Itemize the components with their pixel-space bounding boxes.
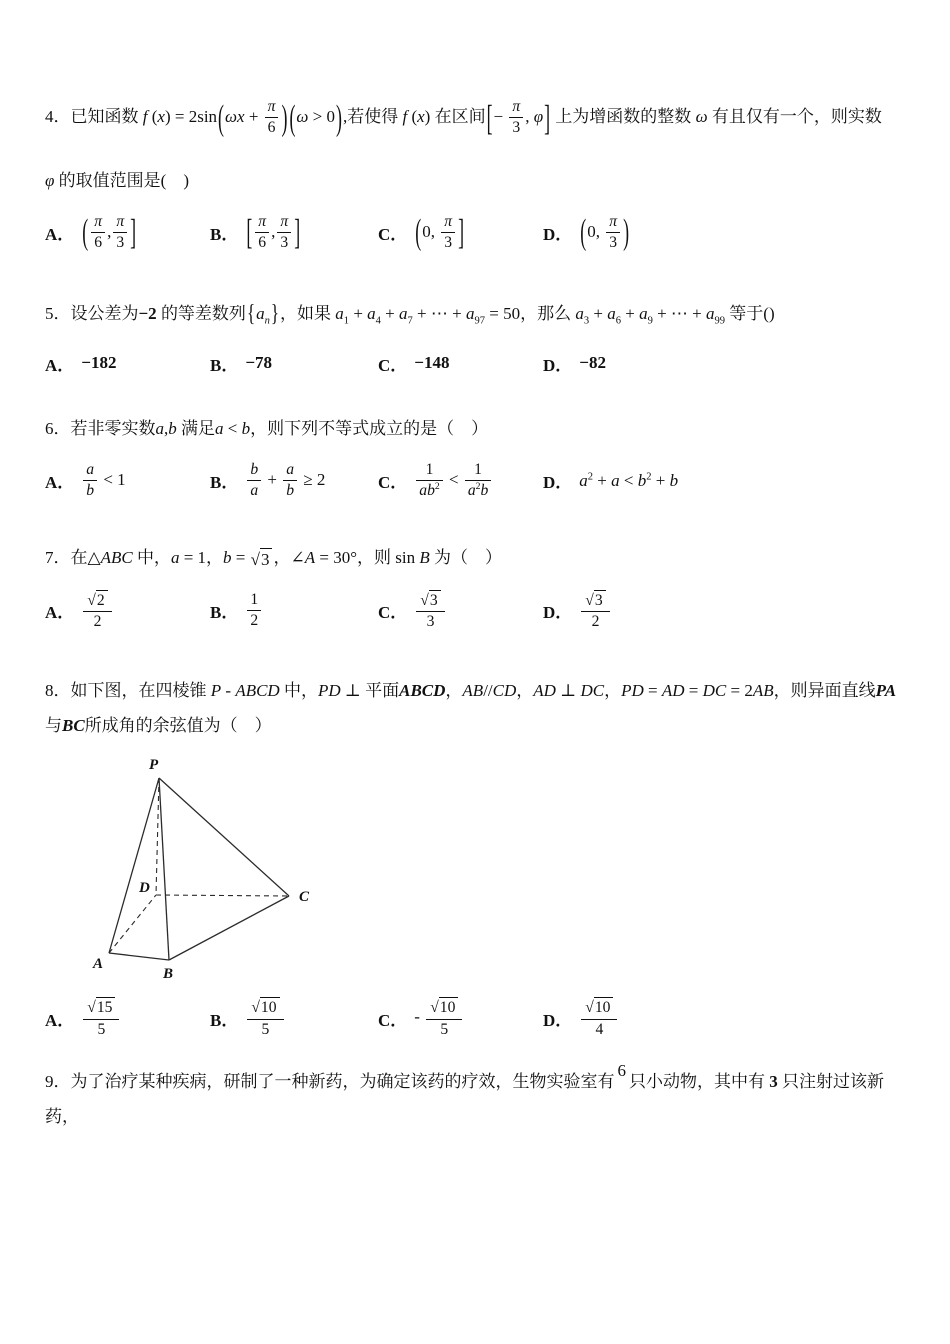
option-value: $\frac{1}{ab^2}$ < $\frac{1}{a^2b}$ — [414, 461, 493, 501]
option-label: D． — [543, 1010, 573, 1030]
option-label: D． — [543, 355, 573, 375]
option-label: A． — [45, 603, 75, 623]
question-4-options — [45, 213, 910, 253]
edge-PD-hidden — [156, 778, 159, 895]
question-7-option-b — [210, 591, 378, 631]
option-value: $\frac{b}{a}$ + $\frac{a}{b}$ ≥ 2 — [245, 461, 325, 501]
question-5 — [45, 297, 910, 381]
option-value: −82 — [579, 353, 606, 373]
question-5-option-b — [210, 346, 378, 380]
vertex-label-B: B — [163, 966, 174, 983]
edge-AD-hidden — [109, 895, 156, 953]
question-6 — [45, 412, 910, 501]
question-6-options — [45, 461, 910, 501]
question-8 — [45, 674, 910, 1040]
option-value: √ 10 5 — [245, 997, 285, 1039]
option-value: (0, $\frac{\pi}{3}$ ] — [415, 211, 465, 252]
option-value: - √ 10 5 — [414, 997, 464, 1039]
option-label: B． — [210, 603, 239, 623]
question-5-option-c — [378, 346, 543, 380]
question-4-stem: 4．已知函数 f (x) = 2sin(ωx + $\frac{\pi}{6}$ ) (ω > 0),若使得 f (x) 在区间[− $\frac{\pi}{3}$ , φ] 上为增函数的整数 ω 有且仅有一个，则实数 — [45, 97, 882, 138]
question-9 — [45, 1061, 910, 1135]
question-6-option-c — [378, 461, 543, 501]
question-4-option-d — [543, 213, 910, 253]
question-6-stem: 6．若非零实数a,b 满足a < b，则下列不等式成立的是（ ） — [45, 419, 489, 439]
vertex-label-A: A — [93, 956, 104, 973]
question-4 — [45, 98, 910, 253]
question-6-option-d — [543, 464, 910, 498]
pyramid-svg — [59, 753, 359, 988]
option-label: B． — [210, 473, 239, 493]
option-label: D． — [543, 473, 573, 493]
option-label: D． — [543, 225, 573, 245]
option-label: C． — [378, 473, 408, 493]
pyramid-figure — [59, 753, 910, 993]
question-8-option-c — [378, 997, 543, 1039]
vertex-label-C: C — [299, 889, 310, 906]
option-label: C． — [378, 603, 408, 623]
option-value: √ 3 3 — [414, 590, 446, 632]
edge-BC — [169, 896, 289, 960]
option-label: A． — [45, 473, 75, 493]
option-value: √ 2 2 — [81, 590, 113, 632]
question-4-option-a — [45, 213, 210, 253]
option-label: B． — [210, 225, 239, 245]
question-4-option-b — [210, 213, 378, 253]
question-7-options — [45, 590, 910, 632]
vertex-label-D: D — [139, 880, 150, 897]
option-label: C． — [378, 1010, 408, 1030]
question-6-option-a — [45, 461, 210, 501]
question-7 — [45, 541, 910, 632]
option-value: −182 — [81, 353, 117, 373]
option-value: [ $\frac{\pi}{6}$ , $\frac{\pi}{3}$ ] — [246, 211, 301, 252]
question-5-stem: 5．设公差为−2 的等差数列$\{a_n\}$，如果 $a_1 + a_4 + a_7$ + ⋯ + $a_{97} = 50$，那么 $a_3 + a_6 + a_9$ + ⋯ + $a_{99}$ 等于() — [45, 299, 775, 328]
option-label: A． — [45, 225, 75, 245]
question-8-options — [45, 997, 910, 1039]
option-label: B． — [210, 355, 239, 375]
edge-AB — [109, 953, 169, 960]
option-label: A． — [45, 355, 75, 375]
question-5-options — [45, 346, 910, 380]
question-7-option-c — [378, 590, 543, 632]
vertex-label-P: P — [149, 757, 159, 774]
option-value: √ 10 4 — [579, 997, 619, 1039]
question-9-stem: 9．为了治疗某种疾病，研制了一种新药，为确定该药的疗效，生物实验室有6只小动物，其中有 3 只注射过该新药， — [45, 1061, 884, 1127]
question-8-option-d — [543, 997, 910, 1039]
edge-PC — [159, 778, 289, 896]
option-value: (0, $\frac{\pi}{3}$ ) — [580, 211, 630, 252]
edge-DC-hidden — [156, 895, 289, 896]
question-4-stem-line2: φ 的取值范围是( ) — [45, 170, 189, 190]
question-7-option-a — [45, 590, 210, 632]
option-value: $\frac{a}{b}$ < 1 — [81, 461, 125, 501]
option-label: B． — [210, 1010, 239, 1030]
option-value: √ 3 2 — [579, 590, 611, 632]
question-6-option-b — [210, 461, 378, 501]
question-4-option-c — [378, 213, 543, 253]
edge-PB — [159, 778, 169, 960]
question-8-stem: 8．如下图，在四棱锥 P - ABCD 中，PD ⊥ 平面ABCD，AB//CD，AD ⊥ DC，PD = AD = DC = 2AB，则异面直线PA与BC所成角的余弦值为（ ） — [45, 680, 897, 735]
question-8-option-a — [45, 997, 210, 1039]
question-7-option-d — [543, 590, 910, 632]
question-5-option-a — [45, 346, 210, 380]
option-value: ( $\frac{\pi}{6}$ , $\frac{\pi}{3}$ ] — [82, 211, 137, 252]
option-value: $a^2 + a < b^2 + b$ — [579, 470, 679, 490]
edge-PA — [109, 778, 159, 953]
option-label: C． — [378, 355, 408, 375]
option-label: A． — [45, 1010, 75, 1030]
option-value: −78 — [245, 353, 273, 373]
question-7-stem: 7．在△ABC 中，a = 1，b = √ 3 ，∠A = 30°，则 sin B 为（ ） — [45, 547, 502, 569]
option-label: C． — [378, 225, 408, 245]
option-value: −148 — [414, 353, 450, 373]
question-8-option-b — [210, 997, 378, 1039]
option-label: D． — [543, 603, 573, 623]
question-5-option-d — [543, 346, 910, 380]
option-value: $\frac{1}{2}$ — [245, 591, 263, 631]
option-value: √ 15 5 — [81, 997, 121, 1039]
